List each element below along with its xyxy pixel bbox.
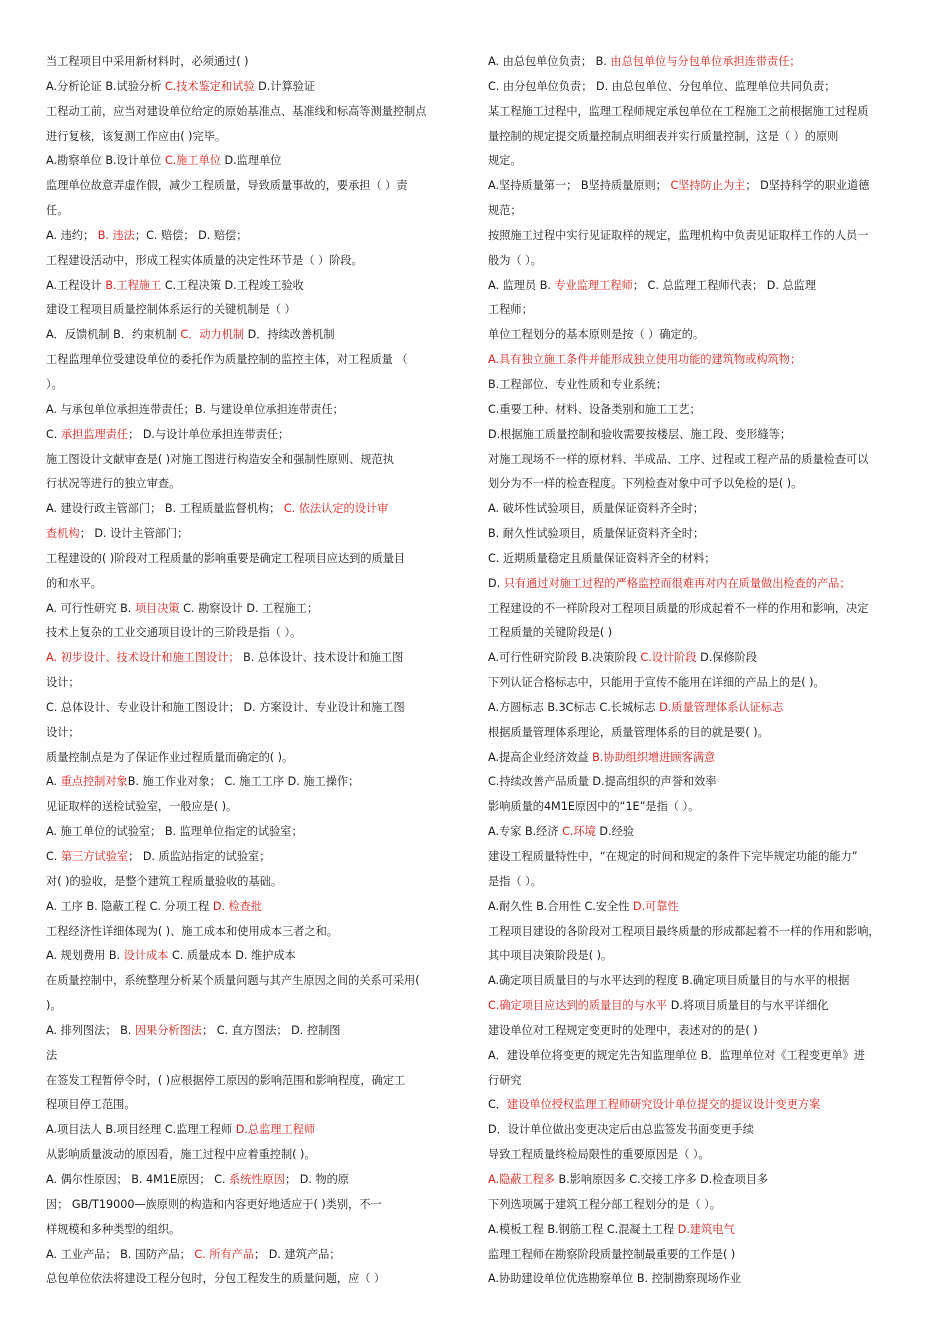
answer-highlight: C.施工单位 [164,154,221,168]
text-segment: 对( )的验收，是整个建筑工程质量验收的基础。 [46,874,283,888]
text-line [46,323,458,348]
text-segment: C.持续改善产品质量 D.提高组织的声誉和效率 [488,775,717,789]
text-segment: A. 规划费用 B. [46,949,124,963]
text-segment: 是指（ ）。 [488,874,542,888]
text-segment: 量控制的规定提交质量控制点明细表并实行质量控制，这是（ ）的原则 [488,129,839,143]
text-line [488,472,902,497]
text-line [46,944,458,969]
text-line [488,770,902,795]
text-segment: 按照施工过程中实行见证取样的规定，监理机构中负责见证取样工作的人员一 [488,228,869,242]
text-line [46,994,458,1019]
left-column [46,50,458,1292]
text-segment: A.提高企业经济效益 [488,750,593,764]
text-segment: D.根据施工质量控制和验收需要按楼层、施工段、变形缝等； [488,427,792,441]
text-line [46,1193,458,1218]
text-line [46,1243,458,1268]
text-line [46,1218,458,1243]
text-segment: A. 可行性研究 B. [46,601,135,615]
text-line [488,1044,902,1069]
answer-highlight: D.可靠性 [632,899,679,913]
text-line [46,50,458,75]
text-line [46,472,458,497]
text-segment: A.工程设计 [46,278,106,292]
text-line [46,298,458,323]
text-line [488,423,902,448]
text-segment: 总包单位依法将建设工程分包时，分包工程发生的质量问题，应（ ） [46,1272,386,1286]
answer-highlight: 建设单位授权监理工程师研究设计单位提交的提议设计变更方案 [507,1098,821,1112]
text-line [46,572,458,597]
text-line [46,1093,458,1118]
text-line [488,1118,902,1143]
text-segment: D.保修阶段 [696,651,758,665]
text-line [46,671,458,696]
text-segment: A. 建设行政主管部门； B. 工程质量监督机构； [46,502,284,516]
text-line [488,75,902,100]
text-line [46,348,458,373]
text-line [488,249,902,274]
answer-highlight: C.环境 [562,825,596,839]
answer-highlight: B.工程施工 [105,278,162,292]
text-segment: D.将项目质量目的与水平详细化 [667,999,829,1013]
text-line [488,224,902,249]
text-segment: )。 [46,999,62,1013]
answer-highlight: C．动力机制 [180,328,245,342]
text-line [488,149,902,174]
text-segment: 施工图设计文献审查是( )对施工图进行构造安全和强制性原则、规范执 [46,452,394,466]
text-line [488,696,902,721]
text-segment: C. 由分包单位负责； D. 由总包单位、分包单位、监理单位共同负责； [488,79,836,93]
text-segment: C. [46,427,61,441]
text-line [46,969,458,994]
text-segment: 划分为不一样的检查程度。下列检查对象中可予以免检的是( )。 [488,477,803,491]
text-line [488,522,902,547]
text-line [46,522,458,547]
text-segment: A.确定项目质量目的与水平达到的程度 B.确定项目质量目的与水平的根据 [488,974,850,988]
answer-highlight: 承担监理责任 [60,427,129,441]
text-line [46,497,458,522]
text-segment: A. 由总包单位负责； B. [488,55,611,68]
text-segment: B.工程部位、专业性质和专业系统； [488,377,668,391]
text-segment: 监理单位故意弄虚作假，减少工程质量，导致质量事故的，要承担（ ）责 [46,179,408,193]
text-segment: ； D. 质监站指定的试验室； [128,850,271,863]
answer-highlight: 查机构 [46,527,80,541]
text-segment: D.经验 [595,825,634,839]
answer-highlight: 系统性原因 [229,1172,285,1186]
text-segment: C. 近期质量稳定且质量保证资料齐全的材料； [488,551,716,565]
text-line [46,423,458,448]
text-line [46,895,458,920]
text-line [488,1019,902,1044]
text-line [46,770,458,795]
text-line [46,721,458,746]
text-segment: 导致工程质量终检局限性的重要原因是（ ）。 [488,1148,710,1162]
text-line [488,895,902,920]
text-segment: 下列认证合格标志中，只能用于宣传不能用在详细的产品上的是( )。 [488,676,825,690]
answer-highlight: B. 违法 [97,228,135,242]
text-line [488,1069,902,1094]
answer-highlight: C.设计阶段 [640,651,697,665]
text-line [488,572,902,597]
text-segment: 技术上复杂的工业交通项目设计的三阶段是指（ ）。 [46,626,302,640]
text-segment: A.专家 B.经济 [488,825,563,839]
text-segment: 进行复核，该复测工作应由( )完毕。 [46,129,227,143]
text-segment: 单位工程划分的基本原则是按（ ）确定的。 [488,328,705,342]
text-line [488,621,902,646]
text-line [46,1044,458,1069]
text-line [488,820,902,845]
text-segment: 监理工程师在勘察阶段质量控制最重要的工作是( ) [488,1247,736,1261]
answer-highlight: C.技术鉴定和试验 [164,79,255,93]
text-segment: A. [46,775,61,789]
text-segment: 般为（ ）。 [488,253,542,267]
text-line [46,597,458,622]
text-segment: D．持续改善机制 [244,328,335,342]
text-segment: 工程师； [488,303,533,317]
text-segment: A.分析论证 B.试验分析 [46,79,165,93]
text-line [488,845,902,870]
text-line [46,547,458,572]
text-line [488,1168,902,1193]
text-line [46,125,458,150]
text-line [46,249,458,274]
text-segment: B. 耐久性试验项目，质量保证资料齐全时； [488,527,705,541]
text-segment: 见证取样的送检试验室，一般应是( )。 [46,800,238,814]
text-line [46,1267,458,1292]
text-segment: D. [488,576,504,590]
answer-highlight: D.总监理工程师 [235,1123,316,1137]
text-segment: A.勘察单位 B.设计单位 [46,154,165,168]
answer-highlight: A. 初步设计、技术设计和施工图设计； [46,651,240,665]
text-segment: ； C. 直方图法； D. 控制图 [202,1023,341,1037]
text-segment: C． [488,1098,507,1112]
text-segment: ； D.与设计单位承担连带责任； [128,427,290,441]
text-segment: 建设工程质量特性中，“在规定的时间和规定的条件下完毕规定功能的能力” [488,850,858,863]
text-segment: A.坚持质量第一； B坚持质量原则； [488,179,671,193]
answer-highlight: D. 检查批 [212,899,263,913]
text-segment: 在质量控制中，系统整理分析某个质量问题与其产生原因之间的关系可采用( [46,974,420,988]
text-segment: C. 总体设计、专业设计和施工图设计； D. 方案设计、专业设计和施工图 [46,700,405,714]
text-segment: 下列选项属于建筑工程分部工程划分的是（ ）。 [488,1197,721,1211]
text-segment: 工程建设活动中，形成工程实体质量的决定性环节是（ ）阶段。 [46,253,363,267]
text-segment: 在签发工程暂停令时，( )应根据停工原因的影响范围和影响程度，确定工 [46,1073,406,1087]
text-line [46,199,458,224]
text-segment: 设计； [46,676,80,690]
text-line [488,298,902,323]
answer-highlight: D.建筑电气 [677,1222,735,1236]
text-segment: ；C. 赔偿； D. 赔偿； [134,228,248,242]
text-line [488,920,902,945]
text-segment: 根据质量管理体系理论，质量管理体系的目的就是要( )。 [488,725,769,739]
text-segment: C.工程决策 D.工程竣工验收 [161,278,304,292]
text-segment: 对施工现场不一样的原材料、半成品、工序、过程或工程产品的质量检查可以 [488,452,869,466]
text-line [488,497,902,522]
text-line [488,969,902,994]
text-line [488,199,902,224]
answer-highlight: D.质量管理体系认证标志 [659,700,784,714]
text-segment: 工程项目建设的各阶段对工程项目最终质量的形成都起着不一样的作用和影响， [488,924,880,938]
text-segment: 规范； [488,204,522,218]
text-line [488,597,902,622]
text-line [46,746,458,771]
text-line [46,224,458,249]
answer-highlight: 重点控制对象 [60,775,128,789]
text-segment: A.耐久性 B.合用性 C.安全性 [488,899,633,913]
text-segment: 程项目停工范围。 [46,1098,136,1112]
text-segment: 某工程施工过程中，监理工程师规定承包单位在工程施工之前根据施工过程质 [488,104,869,118]
text-segment: 工程动工前，应当对建设单位给定的原始基准点、基准线和标高等测量控制点 [46,104,427,118]
text-line [488,398,902,423]
text-line [488,671,902,696]
text-segment: B. 施工作业对象； C. 施工工序 D. 施工操作； [127,775,360,789]
answer-highlight: C坚持防止为主 [670,179,746,193]
text-segment: 建设工程项目质量控制体系运行的关键机制是（ ） [46,303,296,317]
text-line [488,1193,902,1218]
text-segment: 质量控制点是为了保证作业过程质量而确定的( )。 [46,750,294,764]
text-segment: A. 排列图法； B. [46,1023,135,1037]
answer-highlight: 专业监理工程师 [554,278,633,292]
text-segment: B. 总体设计、技术设计和施工图 [239,651,404,665]
text-segment: 工程建设的( )阶段对工程质量的影响重要是确定工程项目应达到的质量目 [46,551,406,565]
text-segment: A.可行性研究阶段 B.决策阶段 [488,651,641,665]
answer-highlight: C. 所有产品 [194,1247,255,1261]
text-segment: C.重要工种、材料、设备类别和施工工艺； [488,402,701,416]
text-line [46,870,458,895]
answer-highlight: A.具有独立施工条件并能形成独立使用功能的建筑物或构筑物； [488,353,802,367]
text-line [488,348,902,373]
text-line [46,274,458,299]
text-segment: A.项目法人 B.项目经理 C.监理工程师 [46,1123,236,1137]
text-segment: A. 破坏性试验项目，质量保证资料齐全时； [488,502,704,516]
text-line [488,746,902,771]
text-line [488,1218,902,1243]
text-segment: ； D. 建筑产品； [254,1247,341,1261]
text-segment: ）。 [46,377,63,391]
text-segment: A. 违约； [46,228,98,242]
text-line [488,1093,902,1118]
text-line [488,994,902,1019]
answer-highlight: 设计成本 [123,949,169,963]
text-segment: ； D. 设计主管部门； [79,527,189,541]
text-segment: 任。 [46,204,69,218]
text-line [488,174,902,199]
text-segment: A.模板工程 B.钢筋工程 C.混凝土工程 [488,1222,678,1236]
text-line [488,1243,902,1268]
text-line [46,696,458,721]
answer-highlight: C.确定项目应达到的质量目的与水平 [488,999,668,1013]
text-line [488,646,902,671]
text-segment: A. 工业产品； B. 国防产品； [46,1247,195,1261]
text-segment: 法 [46,1048,58,1062]
text-segment: D.计算验证 [254,79,316,93]
text-segment: A. 工序 B. 隐蔽工程 C. 分项工程 [46,899,213,913]
answer-highlight: 第三方试验室 [60,850,129,863]
text-line [488,1267,902,1292]
text-segment: D．设计单位做出变更决定后由总监签发书面变更手续 [488,1123,754,1137]
text-line [488,323,902,348]
text-segment: 设计； [46,725,80,739]
text-segment: 行研究 [488,1073,522,1087]
text-segment: 建设单位对工程规定变更时的处理中，表述对的的是( ) [488,1023,758,1037]
text-segment: 工程监理单位受建设单位的委托作为质量控制的监控主体，对工程质量 （ [46,353,408,367]
text-segment: 影响质量的4M1E原因中的“1E”是指（ ）。 [488,800,700,814]
text-line [46,75,458,100]
text-segment: A.方圆标志 B.3C标志 C.长城标志 [488,700,660,714]
text-segment: 样规模和多种类型的组织。 [46,1222,181,1236]
text-segment: C. 勘察设计 D. 工程施工； [179,601,319,615]
text-segment: ； D. 物的原 [285,1172,350,1186]
text-line [488,125,902,150]
answer-highlight: 只有通过对施工过程的严格监控而很难再对内在质量做出检查的产品； [503,576,851,590]
text-segment: C. [46,850,61,863]
text-segment: 的和水平。 [46,576,102,590]
text-segment: A. 监理员 B. [488,278,555,292]
text-segment: 规定。 [488,154,522,168]
text-line [46,795,458,820]
text-line [46,820,458,845]
text-line [46,845,458,870]
text-segment: 工程建设的不一样阶段对工程项目质量的形成起着不一样的作用和影响，决定 [488,601,869,615]
text-segment: D.监理单位 [220,154,282,168]
text-line [46,1168,458,1193]
text-line [488,1143,902,1168]
text-segment: 从影响质量波动的原因看，施工过程中应着重控制( )。 [46,1148,316,1162]
text-line [46,149,458,174]
text-segment: 行状况等进行的独立审查。 [46,477,181,491]
text-line [488,795,902,820]
text-line [488,274,902,299]
text-line [46,448,458,473]
text-segment: A. 与承包单位承担连带责任；B. 与建设单位承担连带责任； [46,402,344,416]
text-segment: C. 质量成本 D. 维护成本 [168,949,296,963]
text-segment: A．建设单位将变更的规定先告知监理单位 B．监理单位对《工程变更单》进 [488,1048,865,1062]
text-line [46,646,458,671]
text-line [46,1069,458,1094]
text-line [46,1143,458,1168]
text-line [46,174,458,199]
right-column [488,50,902,1292]
answer-highlight: 因果分析图法 [134,1023,202,1037]
text-segment: 工程经济性详细体现为( )、施工成本和使用成本三者之和。 [46,924,338,938]
text-segment: 因； GB/T19000—族原则的构造和内容更好地适应于( )类别，不一 [46,1197,382,1211]
text-segment: ； D坚持科学的职业道德 [745,179,870,193]
text-segment: A. 偶尔性原因； B. 4M1E原因； C. [46,1172,230,1186]
text-line [46,920,458,945]
answer-highlight: C. 依法认定的设计审 [283,502,389,516]
text-line [46,1118,458,1143]
text-segment: B.影响原因多 C.交接工序多 D.检查项目多 [554,1172,769,1186]
text-line [488,373,902,398]
text-line [46,398,458,423]
text-line [488,721,902,746]
text-line [488,448,902,473]
text-segment: 其中项目决策阶段是( )。 [488,949,613,963]
text-segment: A．反馈机制 B．约束机制 [46,328,181,342]
text-segment: A.协助建设单位优选勘察单位 B. 控制勘察现场作业 [488,1272,742,1286]
text-line [488,50,902,75]
text-line [488,944,902,969]
answer-highlight: A.隐蔽工程多 [488,1172,555,1186]
answer-highlight: B.协助组织增进顾客满意 [592,750,716,764]
text-line [488,870,902,895]
answer-highlight: 项目决策 [134,601,180,615]
text-line [488,100,902,125]
text-line [46,373,458,398]
answer-highlight: 由总包单位与分包单位承担连带责任； [610,55,801,68]
text-segment: ； C. 总监理工程师代表； D. 总监理 [632,278,817,292]
text-line [488,547,902,572]
text-segment: 当工程项目中采用新材料时，必须通过( ) [46,55,249,68]
text-line [46,100,458,125]
text-segment: 工程质量的关键阶段是( ) [488,626,613,640]
text-segment: A. 施工单位的试验室； B. 监理单位指定的试验室； [46,825,303,839]
text-line [46,1019,458,1044]
text-line [46,621,458,646]
